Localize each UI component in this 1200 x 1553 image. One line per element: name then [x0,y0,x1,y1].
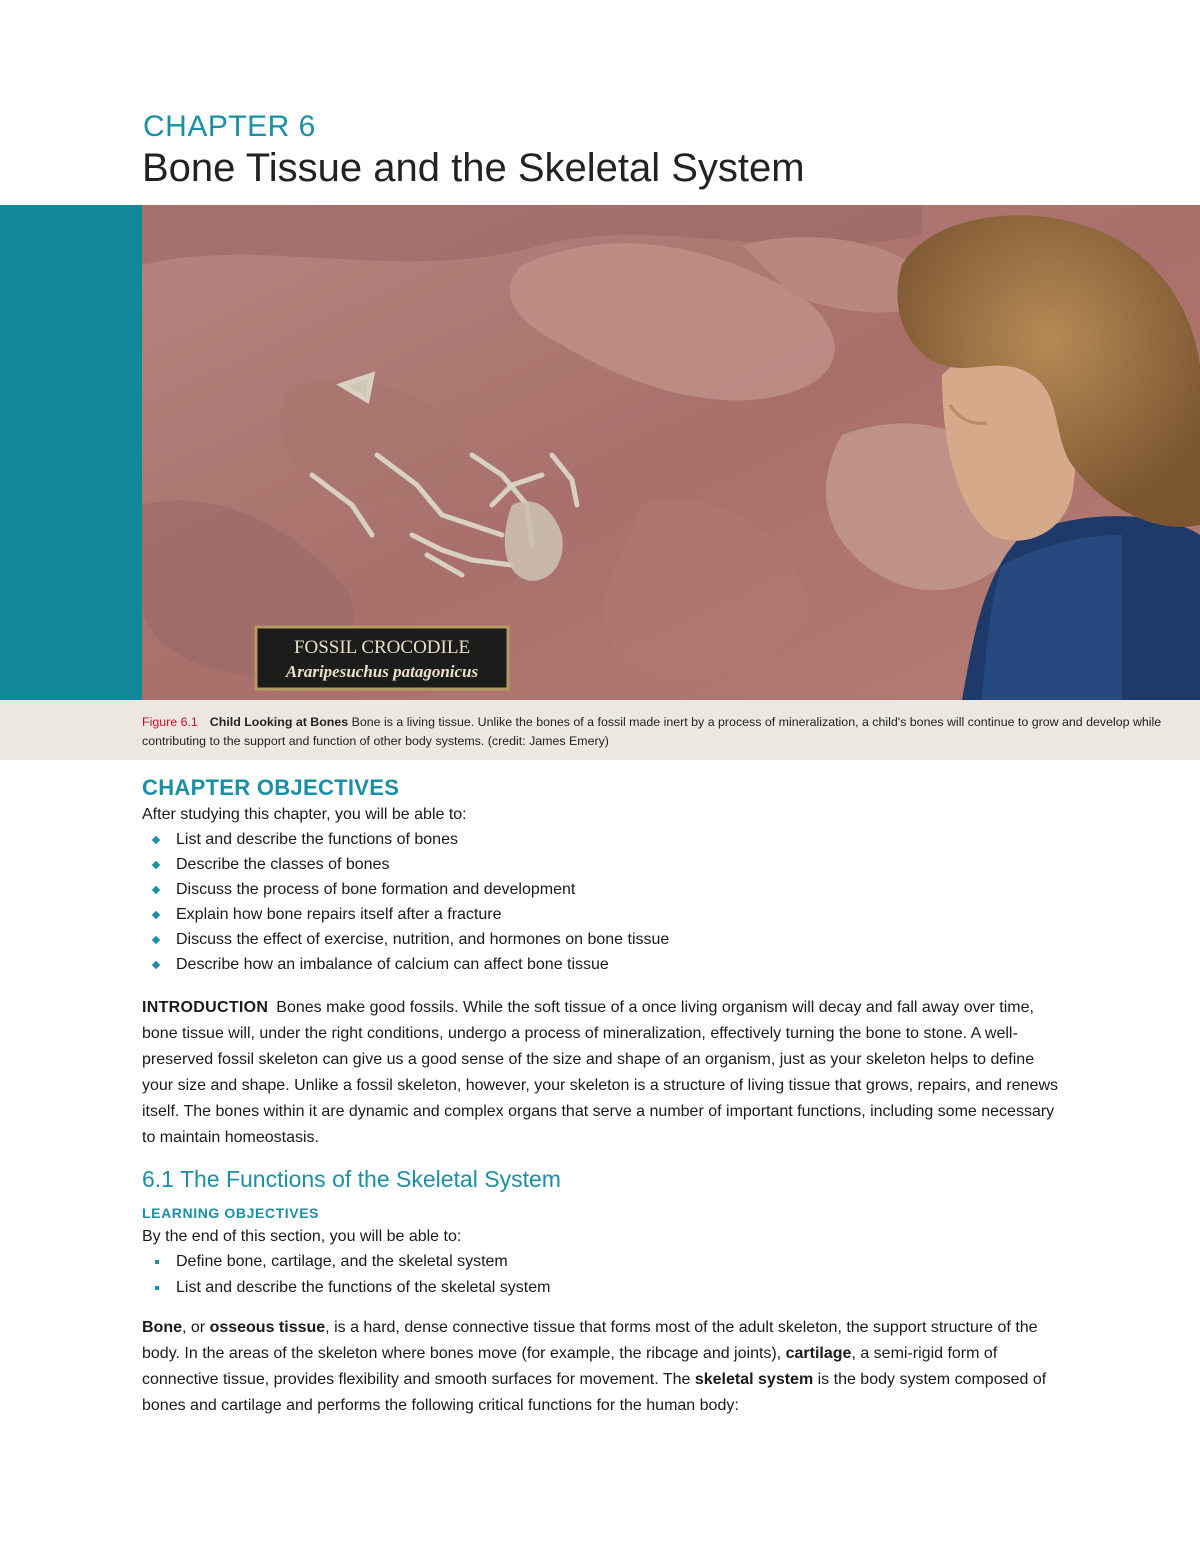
chapter-title: Bone Tissue and the Skeletal System [142,146,805,190]
diamond-bullet-icon [152,886,160,894]
chapter-label: CHAPTER 6 [143,110,316,143]
introduction-text: Bones make good fossils. While the soft tissue of a once living organism will decay and fall away over time, bone tissue will, under the right conditions, undergo a process of mineralization, effectively turning the bone to stone. A well-preserved fossil skeleton can give us a good sense of the size and shape of an organism, just as your skeleton helps to define your size and shape. Unlike a fossil skeleton, however, your skeleton is a structure of living tissue that grows, repairs, and renews itself. The bones within it are dynamic and complex organs that serve a number of important functions, including some necessary to maintain homeostasis. [142,999,1059,1146]
section-heading: 6.1 The Functions of the Skeletal System [142,1166,561,1192]
objective-item: Discuss the process of bone formation and development [142,877,1062,902]
figure-label: Figure 6.1 [142,715,198,729]
introduction-label: INTRODUCTION [142,999,269,1016]
bone-paragraph: Bone, or osseous tissue, is a hard, dense connective tissue that forms most of the adult skeleton, the support structure of the body. In the areas of the skeleton where bones move (for example, the ribcage and joints), cartilage, a semi-rigid form of connective tissue, provides flexibility and smooth surfaces for movement. The skeletal system is the body system composed of bones and cartilage and performs the following critical functions for the human body: [142,1319,1047,1414]
diamond-bullet-icon [152,911,160,919]
objectives-lead: After studying this chapter, you will be able to: [142,806,467,823]
term-cartilage: cartilage [785,1345,852,1362]
square-bullet-icon [155,1286,159,1290]
objective-item: Describe the classes of bones [142,852,1062,877]
caption-text [142,713,1187,751]
figure-photo [142,205,1200,700]
fossil-plaque [256,627,508,689]
square-bullet-icon [155,1260,159,1264]
learning-objective-item: List and describe the functions of the skeletal system [142,1275,1062,1301]
plaque-line-2: Araripesuchus patagonicus [285,662,479,681]
diamond-bullet-icon [152,861,160,869]
objective-item: Explain how bone repairs itself after a fracture [142,902,1062,927]
figure-title: Child Looking at Bones [209,715,349,729]
introduction-paragraph [142,995,1062,1151]
diamond-bullet-icon [152,836,160,844]
objectives-list [142,827,1062,977]
chapter-objectives-heading: CHAPTER OBJECTIVES [142,775,400,800]
objective-item: Discuss the effect of exercise, nutrition, and hormones on bone tissue [142,927,1062,952]
term-bone: Bone [142,1319,182,1336]
learning-objectives-heading: LEARNING OBJECTIVES [142,1205,320,1221]
main-content [142,775,1062,1419]
figure-description: Bone is a living tissue. Unlike the bones of a fossil made inert by a process of mineralization, a child's bones will continue to grow and develop while contributing to the support and function of other body systems. (credit: James Emery) [142,715,1162,748]
learning-objective-item: Define bone, cartilage, and the skeletal system [142,1249,1062,1275]
diamond-bullet-icon [152,936,160,944]
learning-objectives-lead: By the end of this section, you will be able to: [142,1228,462,1245]
plaque-line-1: FOSSIL CROCODILE [293,637,471,658]
term-skeletal-system: skeletal system [694,1371,814,1388]
term-osseous-tissue: osseous tissue [209,1319,326,1336]
objective-item: Describe how an imbalance of calcium can affect bone tissue [142,952,1062,977]
objective-item: List and describe the functions of bones [142,827,1062,852]
figure-caption [0,700,1200,760]
teal-accent-bar [0,205,142,700]
learning-objectives-list [142,1249,1062,1301]
diamond-bullet-icon [152,961,160,969]
